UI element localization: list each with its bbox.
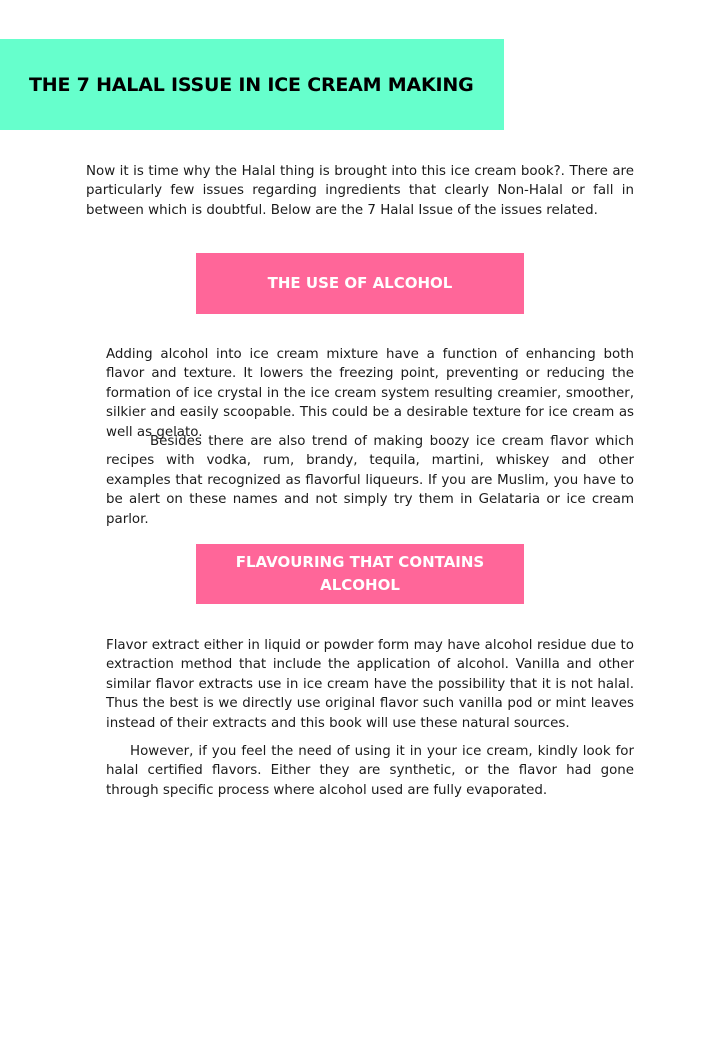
flavouring-paragraph-2: However, if you feel the need of using it in your ice cream, kindly look for halal certified flavors. Either they are synthetic, or the flavor had gone through specific process where alcohol used are fully evaporated. <box>106 744 634 798</box>
alcohol-paragraph-1: Adding alcohol into ice cream mixture have a function of enhancing both flavor and texture. It lowers the freezing point, preventing or reducing the formation of ice crystal in the ice cream system resulting creamier, smoother, silkier and easily scoopable. This could be a desirable texture for ice cream as well as gelato. <box>106 347 634 440</box>
section-heading-alcohol <box>196 253 524 314</box>
intro-paragraph: Now it is time why the Halal thing is brought into this ice cream book?. There are particularly few issues regarding ingredients that clearly Non-Halal or fall in between which is doubtful. Below are the 7 Halal Issue of the issues related. <box>86 164 634 218</box>
section-heading-label: THE USE OF ALCOHOL <box>267 274 453 292</box>
section-heading-label: FLAVOURING THAT CONTAINS ALCOHOL <box>235 553 485 594</box>
alcohol-paragraph-2: Besides there are also trend of making boozy ice cream flavor which recipes with vodka, rum, brandy, tequila, martini, whiskey and other examples that recognized as flavorful liqueurs. If you are Muslim, you have to be alert on these names and not simply try them in Gelataria or ice cream parlor. <box>106 434 634 527</box>
title-banner <box>0 39 504 130</box>
page-title: THE 7 HALAL ISSUE IN ICE CREAM MAKING <box>29 73 474 96</box>
flavouring-paragraph-1: Flavor extract either in liquid or powder form may have alcohol residue due to extraction method that include the application of alcohol. Vanilla and other similar flavor extracts use in ice cream have the possibility that it is not halal. Thus the best is we directly use original flavor such vanilla pod or mint leaves instead of their extracts and this book will use these natural sources. <box>106 638 634 731</box>
section-heading-flavouring <box>196 544 524 604</box>
